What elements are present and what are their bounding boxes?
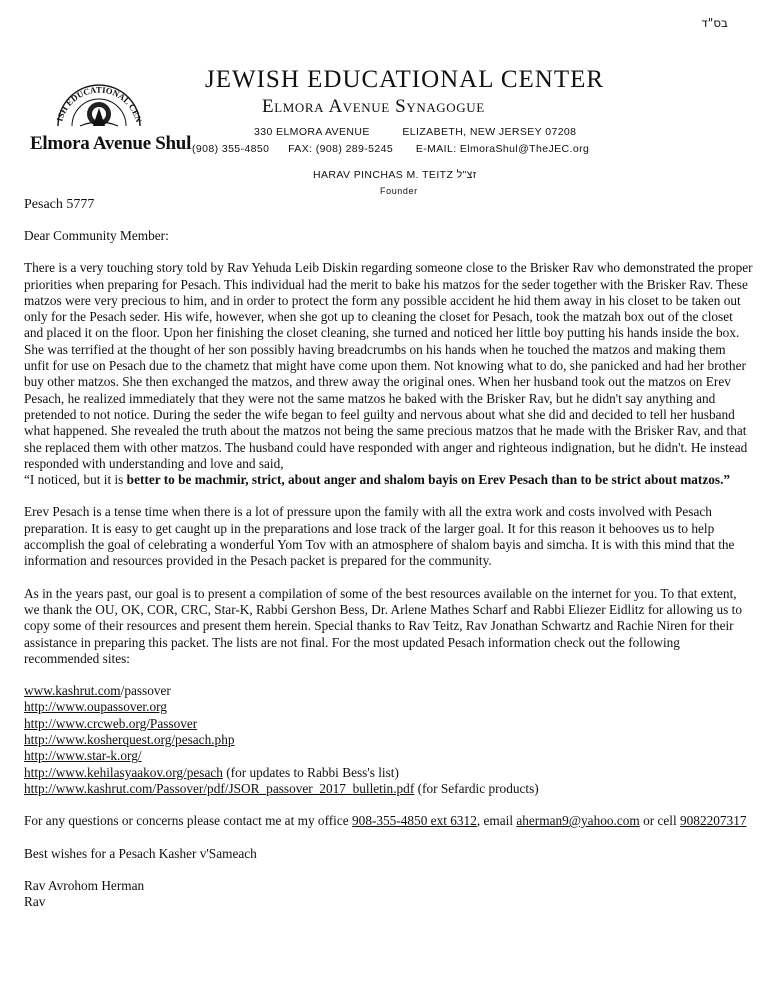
link-star-k[interactable]: http://www.star-k.org/ [24,748,142,764]
email-address: E-MAIL: ElmoraShul@TheJEC.org [415,143,590,155]
link-kehilasyaakov-note: (for updates to Rabbi Bess's list) [222,764,399,780]
founder-title: Founder [380,186,418,196]
list-item [24,748,754,764]
salutation: Dear Community Member: [24,228,169,243]
contact-email-link[interactable]: aherman9@yahoo.com [516,813,640,829]
address-line [254,126,576,138]
address-street: 330 ELMORA AVENUE [254,126,370,138]
letter-body [24,228,754,910]
resource-links [24,683,754,797]
seal-emblem-icon [50,70,148,128]
signature-block [24,878,754,911]
contact-phone-link[interactable]: 908-355-4850 ext 6312 [352,813,477,829]
list-item [24,716,754,732]
link-crcweb[interactable]: http://www.crcweb.org/Passover [24,715,198,731]
founder-name: HARAV PINCHAS M. TEITZ זצ"ל [313,169,477,181]
link-kehilasyaakov[interactable]: http://www.kehilasyaakov.org/pesach [24,764,223,780]
shul-logo [30,70,192,155]
paragraph-contact [24,813,754,829]
paragraph-resources: As in the years past, our goal is to present a compilation of some of the best resources available on the internet for you. To that extent, we thank the OU, OK, COR, CRC, Star-K, Rabbi Gershon Bess, Dr. Arlene Mathes Scharf and Rabbi Eliezer Eidlitz for allowing us to copy some of their resources and present them herein. Special thanks to Rav Teitz, Rav Jonathan Schwartz and Rachie Niren for their assistance in preparing this packet. The lists are not final. For the most updated Pesach information check out the following recommended sites: [24,585,743,666]
letter-date: Pesach 5777 [24,197,95,212]
link-kashrut[interactable]: www.kashrut.com [24,683,121,699]
list-item [24,781,754,797]
paragraph-story [24,260,754,488]
list-item [24,699,754,715]
story-quote-start: “I noticed, but it is [24,472,127,488]
phone-line [192,143,589,155]
signature-name: Rav Avrohom Herman [24,877,145,893]
list-item [24,683,754,699]
seal-text: ISH EDUCATIONAL CEN [54,84,145,124]
list-item [24,765,754,781]
address-city: ELIZABETH, NEW JERSEY 07208 [402,126,577,138]
link-oupassover[interactable]: http://www.oupassover.org [24,699,167,715]
contact-prefix: For any questions or concerns please contact me at my office [24,813,353,829]
paragraph-erev-pesach: Erev Pesach is a tense time when there is a lot of pressure upon the family with all the extra work and costs involved with Pesach preparation. It is easy to get caught up in the preparations and lose track of the larger goal. It for this reason it behooves us to help accomplish the goal of celebrating a wonderful Yom Tov with an atmosphere of shalom bayis and simcha. It is with this mind that the information and resources provided in the Pesach packet is prepared for the community. [24,504,735,569]
org-title: JEWISH EDUCATIONAL CENTER [205,66,605,93]
contact-email-prefix: , email [476,813,517,829]
closing: Best wishes for a Pesach Kasher v'Sameach [24,845,257,861]
story-text: There is a very touching story told by Rav Yehuda Leib Diskin regarding someone close to the Brisker Rav who demonstrated the proper priorities when preparing for Pesach. This individual had the merit to bake his matzos for the seder together with the Brisker Rav. These matzos were very precious to him, and in order to protect the form any possible accident he hid them away in his closet to be taken out only for the Pesach seder. His wife, however, when she got up to cleaning the closet for Pesach, took the matzah box out of the closet and placed it on the floor. Upon her finishing the closet cleaning, she turned and noticed her little boy putting his hands inside the box. She was terrified at the thought of her son possibly having breadcrumbs on his hands when he touched the matzos and making them unfit for use on Pesach due to the chametz that might have come upon them. Not knowing what to do, she panicked and had her brother buy other matzos. She then exchanged the matzos, and threw away the original ones. When her husband took out the matzos on Erev Pesach, he realized immediately that they were not the same matzos he baked with the Brisker Rav, but he didn't say anything and pretended to not notice. During the seder the wife began to feel guilty and nervous about what she did and decided to tell her husband what happened. She revealed the truth about the matzos not being the same precious matzos that he made with the Brisker Rav, and that she replaced them with other matzos. The husband could have responded with anger and righteous indignation, but he didn't. He instead responded with understanding and love and said, [24,260,753,471]
signature-title: Rav [24,894,46,910]
link-jsor-bulletin[interactable]: http://www.kashrut.com/Passover/pdf/JSOR_passover_2017_bulletin.pdf [24,780,415,796]
list-item [24,732,754,748]
phone-number: (908) 355-4850 [192,143,270,155]
link-kosherquest[interactable]: http://www.kosherquest.org/pesach.php [24,732,235,748]
bsd-header: בס"ד [701,16,728,30]
link-kashrut-suffix: /passover [120,683,171,699]
logo-shul-name: Elmora Avenue Shul [30,133,192,154]
org-subtitle: Elmora Avenue Synagogue [262,96,485,117]
story-quote-bold: better to be machmir, strict, about anger and shalom bayis on Erev Pesach than to be strict about matzos.” [126,472,731,488]
contact-cell-link[interactable]: 9082207317 [680,813,747,829]
fax-number: FAX: (908) 289-5245 [288,143,394,155]
link-jsor-note: (for Sefardic products) [414,780,539,796]
contact-cell-prefix: or cell [639,813,680,829]
